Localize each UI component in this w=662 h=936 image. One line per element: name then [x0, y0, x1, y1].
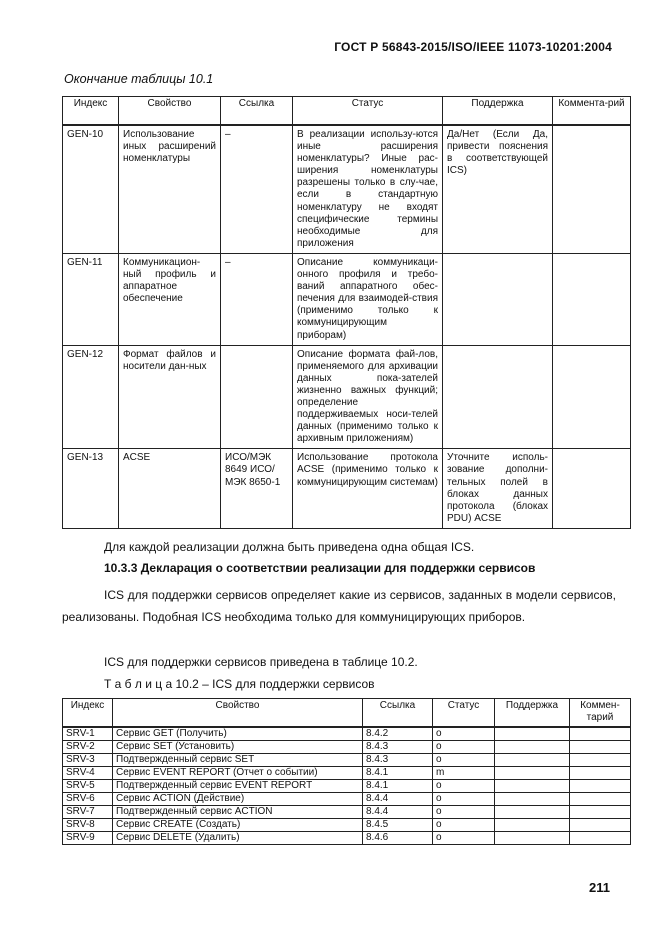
- comment-cell: [570, 793, 631, 806]
- index-cell: SRV-7: [63, 806, 113, 819]
- index-cell: SRV-5: [63, 780, 113, 793]
- table-row: [63, 741, 631, 754]
- index-cell: GEN-10: [63, 125, 119, 253]
- reference-cell: ИСО/МЭК 8649 ИСО/МЭК 8650-1: [221, 449, 293, 529]
- column-header: Ссылка: [221, 97, 293, 126]
- property-cell: Использование иных расширений номенклатуры: [119, 125, 221, 253]
- column-header: Поддержка: [443, 97, 553, 126]
- section-heading: 10.3.3 Декларация о соответствии реализации для поддержки сервисов: [104, 561, 536, 575]
- reference-cell: 8.4.1: [363, 780, 433, 793]
- status-cell: m: [433, 767, 495, 780]
- status-cell: o: [433, 741, 495, 754]
- reference-cell: 8.4.5: [363, 819, 433, 832]
- reference-cell: 8.4.1: [363, 767, 433, 780]
- property-cell: Подтвержденный сервис SET: [113, 754, 363, 767]
- comment-cell: [570, 806, 631, 819]
- support-cell: [495, 727, 570, 741]
- comment-cell: [570, 780, 631, 793]
- column-header: Свойство: [119, 97, 221, 126]
- property-cell: Сервис SET (Установить): [113, 741, 363, 754]
- table-row: [63, 806, 631, 819]
- column-header: Коммен-тарий: [570, 699, 631, 728]
- comment-cell: [570, 741, 631, 754]
- comment-cell: [570, 727, 631, 741]
- property-cell: Сервис CREATE (Создать): [113, 819, 363, 832]
- property-cell: Коммуникацион-ный профиль и аппаратное обеспечение: [119, 253, 221, 345]
- comment-cell: [553, 449, 631, 529]
- index-cell: SRV-9: [63, 832, 113, 845]
- property-cell: Сервис GET (Получить): [113, 727, 363, 741]
- status-cell: o: [433, 793, 495, 806]
- support-cell: Да/Нет (Если Да, привести пояснения в соответствующей ICS): [443, 125, 553, 253]
- status-cell: o: [433, 806, 495, 819]
- reference-cell: [221, 345, 293, 449]
- ics-general-table: [62, 96, 631, 529]
- ics-service-table: [62, 698, 631, 845]
- page-number: 211: [589, 880, 610, 895]
- reference-cell: 8.4.4: [363, 793, 433, 806]
- table-row: [63, 832, 631, 845]
- column-header: Поддержка: [495, 699, 570, 728]
- support-cell: [443, 253, 553, 345]
- support-cell: [495, 793, 570, 806]
- status-cell: o: [433, 727, 495, 741]
- paragraph: ICS для поддержки сервисов приведена в таблице 10.2.: [104, 655, 418, 669]
- status-cell: o: [433, 754, 495, 767]
- table-row: [63, 819, 631, 832]
- column-header: Свойство: [113, 699, 363, 728]
- property-cell: Формат файлов и носители дан-ных: [119, 345, 221, 449]
- index-cell: GEN-12: [63, 345, 119, 449]
- support-cell: [495, 767, 570, 780]
- table1-caption: Окончание таблицы 10.1: [64, 72, 214, 86]
- property-cell: Сервис EVENT REPORT (Отчет о событии): [113, 767, 363, 780]
- table-row: [63, 125, 631, 253]
- column-header: Индекс: [63, 699, 113, 728]
- table-row: [63, 449, 631, 529]
- property-cell: ACSE: [119, 449, 221, 529]
- status-cell: o: [433, 780, 495, 793]
- reference-cell: 8.4.4: [363, 806, 433, 819]
- status-cell: Описание коммуникаци-онного профиля и требо-ваний аппаратного обес-печения для взаимодей-ствия (применимо только к коммуницирующим приборам): [293, 253, 443, 345]
- property-cell: Подтвержденный сервис ACTION: [113, 806, 363, 819]
- column-header: Ссылка: [363, 699, 433, 728]
- status-cell: o: [433, 819, 495, 832]
- table-row: [63, 754, 631, 767]
- support-cell: [495, 780, 570, 793]
- note-text: Для каждой реализации должна быть приведена одна общая ICS.: [104, 540, 475, 554]
- support-cell: [443, 345, 553, 449]
- index-cell: SRV-4: [63, 767, 113, 780]
- index-cell: GEN-13: [63, 449, 119, 529]
- reference-cell: 8.4.2: [363, 727, 433, 741]
- comment-cell: [570, 819, 631, 832]
- status-cell: Описание формата фай-лов, применяемого для архивации данных пока-зателей жизненно важных функций; определение поддерживаемых носи-телей данных (применимо только к архивным приложениям): [293, 345, 443, 449]
- paragraph: ICS для поддержки сервисов определяет какие из сервисов, заданных в модели сервисов, реализованы. Подобная ICS необходима только для коммуницирующих приборов.: [62, 588, 616, 624]
- reference-cell: 8.4.3: [363, 754, 433, 767]
- table-header-row: [63, 699, 631, 728]
- support-cell: [495, 741, 570, 754]
- index-cell: SRV-1: [63, 727, 113, 741]
- comment-cell: [570, 767, 631, 780]
- table-row: [63, 727, 631, 741]
- property-cell: Подтвержденный сервис EVENT REPORT: [113, 780, 363, 793]
- comment-cell: [553, 253, 631, 345]
- status-cell: Использование протокола ACSE (применимо только к коммуницирующим системам): [293, 449, 443, 529]
- table-row: [63, 780, 631, 793]
- support-cell: [495, 806, 570, 819]
- table-header-row: [63, 97, 631, 126]
- table-row: [63, 767, 631, 780]
- support-cell: Уточните исполь-зование дополни-тельных полей в блоках данных протокола (блоках PDU) ACSE: [443, 449, 553, 529]
- table-row: [63, 253, 631, 345]
- reference-cell: 8.4.3: [363, 741, 433, 754]
- support-cell: [495, 832, 570, 845]
- table2-caption: Т а б л и ц а 10.2 – ICS для поддержки сервисов: [104, 677, 375, 691]
- column-header: Статус: [433, 699, 495, 728]
- document-header: ГОСТ Р 56843-2015/ISO/IEEE 11073-10201:2004: [334, 40, 612, 54]
- index-cell: SRV-3: [63, 754, 113, 767]
- property-cell: Сервис ACTION (Действие): [113, 793, 363, 806]
- comment-cell: [570, 832, 631, 845]
- column-header: Статус: [293, 97, 443, 126]
- comment-cell: [553, 125, 631, 253]
- table-row: [63, 345, 631, 449]
- index-cell: GEN-11: [63, 253, 119, 345]
- column-header: Индекс: [63, 97, 119, 126]
- status-cell: В реализации использу-ются иные расширения номенклатуры? Иные рас-ширения номенклатуры разрешены только в слу-чае, если в стандартную номенклатуру не входят специфические термины необходимые для приложения: [293, 125, 443, 253]
- property-cell: Сервис DELETE (Удалить): [113, 832, 363, 845]
- status-cell: o: [433, 832, 495, 845]
- support-cell: [495, 754, 570, 767]
- reference-cell: –: [221, 125, 293, 253]
- reference-cell: 8.4.6: [363, 832, 433, 845]
- index-cell: SRV-2: [63, 741, 113, 754]
- index-cell: SRV-8: [63, 819, 113, 832]
- comment-cell: [570, 754, 631, 767]
- support-cell: [495, 819, 570, 832]
- index-cell: SRV-6: [63, 793, 113, 806]
- reference-cell: –: [221, 253, 293, 345]
- column-header: Коммента-рий: [553, 97, 631, 126]
- comment-cell: [553, 345, 631, 449]
- table-row: [63, 793, 631, 806]
